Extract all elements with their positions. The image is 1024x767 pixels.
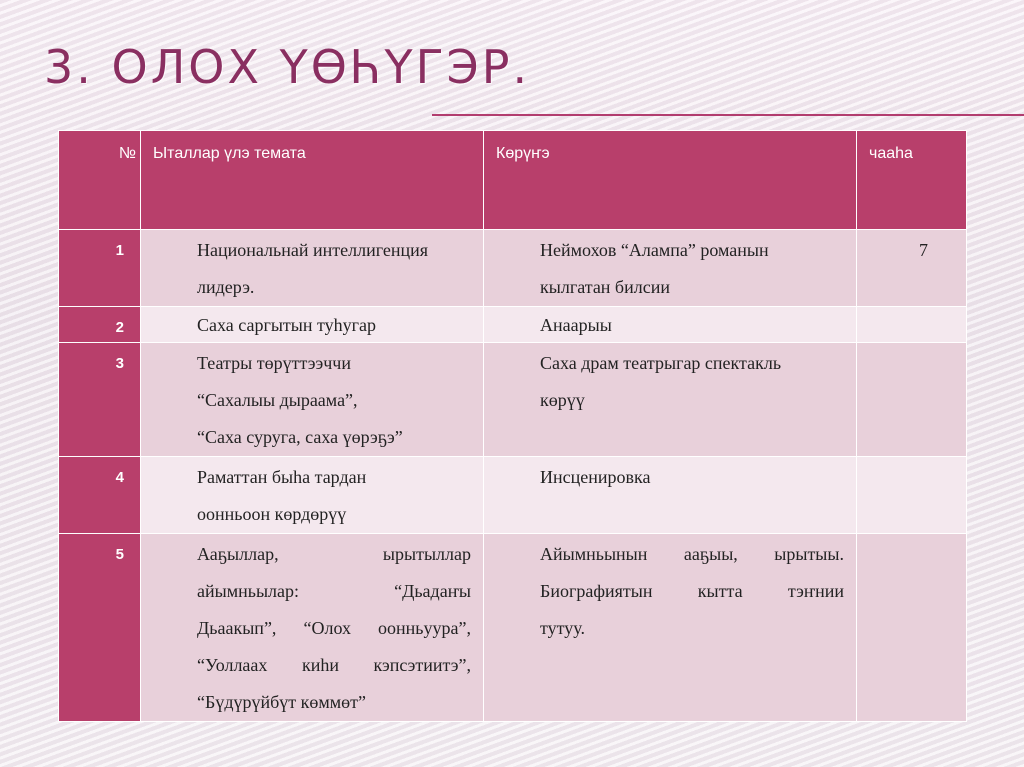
row-theme	[141, 230, 484, 307]
theme-line: оонньоон көрдөрүү	[197, 504, 347, 524]
theme-line: Национальнай интеллигенция	[197, 240, 429, 260]
header-hours: чааһа	[857, 131, 967, 230]
row-view	[484, 343, 857, 457]
theme-line: Саха саргытын туһугар	[197, 315, 377, 335]
view-line: Саха драм театрыгар спектакль	[540, 353, 782, 373]
row-number: 1	[59, 230, 141, 307]
view-line: Неймохов “Алампа” романын	[540, 240, 769, 260]
view-line: көрүү	[540, 390, 585, 410]
table-row	[59, 343, 967, 457]
table-row	[59, 534, 967, 722]
title-divider	[432, 114, 1024, 116]
theme-line: Ааҕыллар, ырытыллар	[197, 544, 471, 564]
view-line: Биографиятын кытта тэҥнии	[540, 581, 844, 601]
theme-line: “Сахалыы дыраама”,	[197, 390, 358, 410]
theme-line: лидерэ.	[197, 277, 255, 297]
row-hours: 7	[857, 230, 967, 307]
table-row	[59, 230, 967, 307]
header-view: Көрүҥэ	[484, 131, 857, 230]
header-number: №	[59, 131, 141, 230]
view-line: тутуу.	[540, 618, 585, 638]
theme-line: Дьаакып”, “Олох оонньуура”,	[197, 618, 471, 638]
view-line: Айымньынын ааҕыы, ырытыы.	[540, 544, 844, 564]
row-number: 2	[59, 307, 141, 343]
theme-line: айымньылар: “Дьадаҥы	[197, 581, 471, 601]
row-theme	[141, 307, 484, 343]
slide-title: 3. ОЛОХ ҮӨҺҮГЭР.	[44, 40, 531, 94]
row-theme	[141, 343, 484, 457]
row-view	[484, 457, 857, 534]
row-view	[484, 307, 857, 343]
view-line: кылгатан билсии	[540, 277, 670, 297]
theme-line: Театры төрүттээччи	[197, 353, 351, 373]
table-row	[59, 457, 967, 534]
lesson-plan-table	[58, 130, 967, 722]
row-hours	[857, 307, 967, 343]
header-theme: Ыталлар үлэ темата	[141, 131, 484, 230]
theme-line: “Саха суруга, саха үөрэҕэ”	[197, 427, 403, 447]
theme-line: “Бүдүрүйбүт көммөт”	[197, 692, 367, 712]
row-hours	[857, 534, 967, 722]
row-hours	[857, 343, 967, 457]
row-number: 4	[59, 457, 141, 534]
table-header-row	[59, 131, 967, 230]
theme-line: “Уоллаах киһи кэпсэтиитэ”,	[197, 655, 471, 675]
view-line: Инсценировка	[540, 467, 651, 487]
theme-line: Раматтан быһа тардан	[197, 467, 367, 487]
table-row	[59, 307, 967, 343]
row-number: 5	[59, 534, 141, 722]
row-view	[484, 230, 857, 307]
row-view	[484, 534, 857, 722]
row-number: 3	[59, 343, 141, 457]
row-theme	[141, 457, 484, 534]
view-line: Анаарыы	[540, 315, 612, 335]
row-theme	[141, 534, 484, 722]
row-hours	[857, 457, 967, 534]
